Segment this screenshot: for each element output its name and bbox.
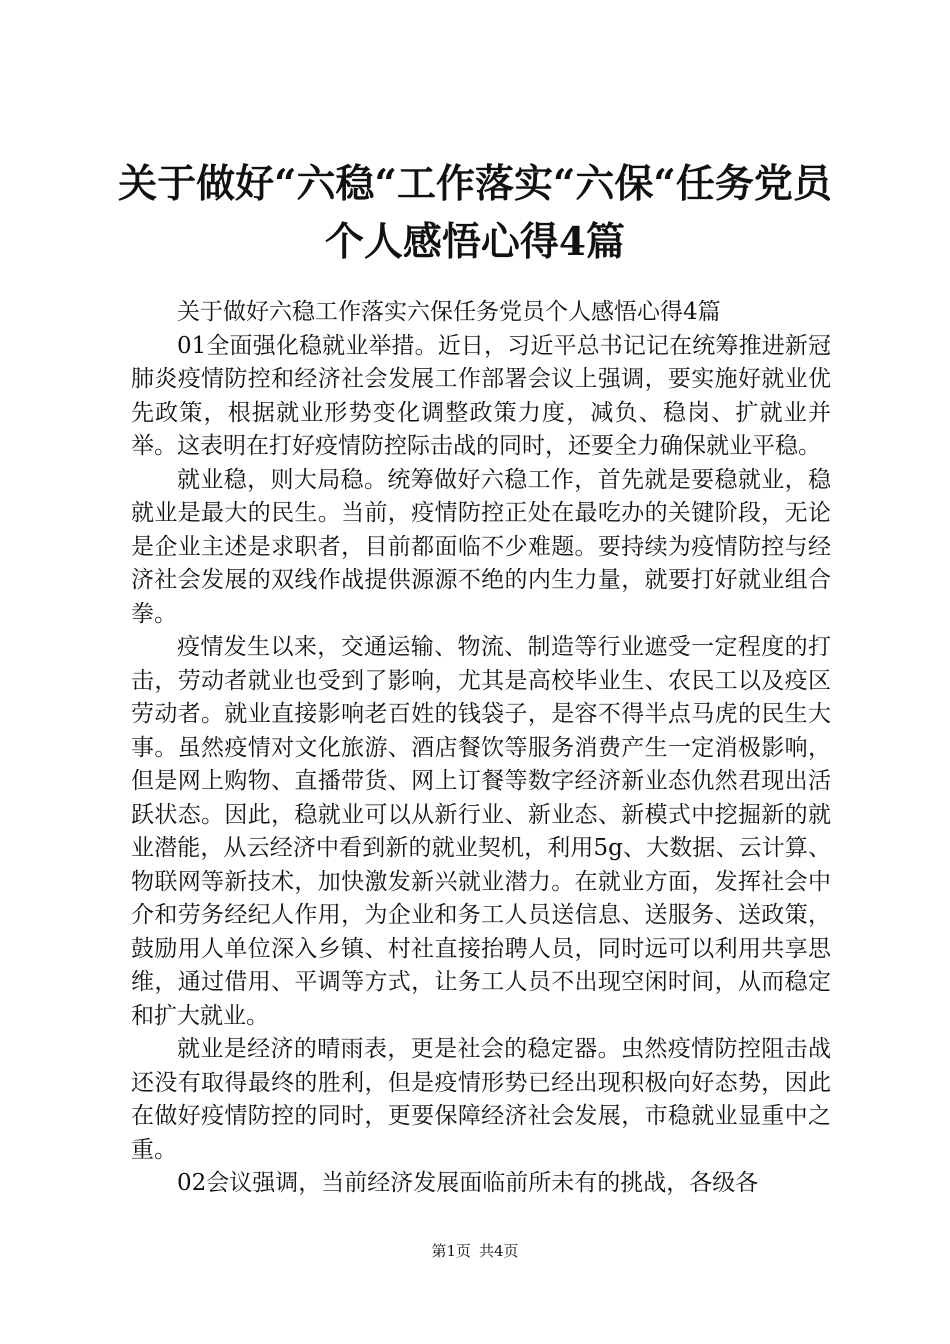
document-body bbox=[131, 296, 831, 1201]
paragraph-5: 02会议强调，当前经济发展面临前所未有的挑战，各级各 bbox=[177, 1170, 759, 1196]
paragraph-3: 疫情发生以来，交通运输、物流、制造等行业遮受一定程度的打击，劳动者就业也受到了影响，尤其是高校毕业生、农民工以及疫区劳动者。就业直接影响老百姓的钱袋子，是容不得半点马虎的民生大事。虽然疫情对文化旅游、酒店餐饮等服务消费产生一定消极影响，但是网上购物、直播带货、网上订餐等数字经济新业态仇然君现出活跃状态。因此，稳就业可以从新行业、新业态、新模式中挖掘新的就业潜能，从云经济中看到新的就业契机，利用5g、大数据、云计算、物联网等新技术，加快激发新兴就业潜力。在就业方面，发挥社会中介和劳务经纪人作用，为企业和务工人员送信息、送服务、送政策，鼓励用人单位深入乡镇、村社直接抬聘人员，同时远可以利用共享思维，通过借用、平调等方式，让务工人员不出现空闲时间，从而稳定和扩大就业。 bbox=[131, 634, 831, 1029]
document-subtitle: 关于做好六稳工作落实六保任务党员个人感悟心得4篇 bbox=[177, 299, 721, 325]
document-title-line-1: 关于做好“六稳“工作落实“六保“任务党员 bbox=[118, 161, 832, 207]
paragraph-4: 就业是经济的晴雨表，更是社会的稳定器。虫然疫情防控阻击战还没有取得最终的胜利，但是疫情形势已经出现积极向好态势，因此在做好疫情防控的同时，更要保障经济社会发展，市稳就业显重中之重。 bbox=[131, 1036, 831, 1163]
page-number: 第1页 bbox=[431, 1242, 471, 1260]
paragraph-2: 就业稳，则大局稳。统筹做好六稳工作，首先就是要稳就业，稳就业是最大的民生。当前，疫情防控正处在最吃办的关键阶段，无论是企业主述是求职者，目前都面临不少难题。要持续为疫情防控与经济社会发展的双线作战提供源源不绝的内生力量，就要打好就业组合拳。 bbox=[131, 466, 831, 627]
page-footer bbox=[0, 1244, 950, 1259]
document-title-line-2: 个人感悟心得4篇 bbox=[324, 219, 626, 265]
paragraph-1: 01全面强化稳就业举措。近日，习近平总书记记在统筹推进新冠肺炎疫情防控和经济社会发展工作部署会议上强调，要实施好就业优先政策，根据就业形势变化调整政策力度，减负、稳岗、扩就业并举。这表明在打好疫情防控际击战的同时，还要全力确保就业平稳。 bbox=[131, 332, 831, 459]
page-total: 共4页 bbox=[479, 1242, 519, 1260]
